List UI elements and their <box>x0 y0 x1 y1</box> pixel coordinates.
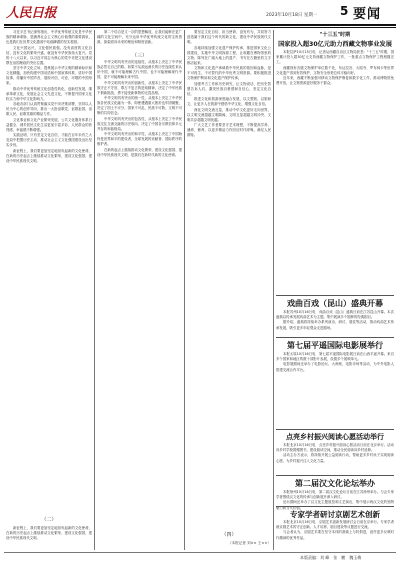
body-paragraph: 推动中华优秀传统文化创造性转化、创新性发展，继承革命文化，发展社会主义先进文化，不断提升国家文化软实力和中华文化影响力。 <box>6 86 92 101</box>
article-column-3 <box>187 30 271 530</box>
body-paragraph: 西藏现有各级文物保护单位数千处，布达拉宫、大昭寺、罗布林卡等世界文化遗产得到有效保护，文物安全形势总体平稳向好。 <box>276 65 394 75</box>
section-subhead: （四） <box>221 532 237 538</box>
section-subhead: （二） <box>41 517 57 523</box>
article-body <box>276 352 394 428</box>
section-subhead: （三） <box>131 53 147 59</box>
masthead-rule <box>4 24 396 26</box>
body-paragraph: 中华文明具有突出的包容性，从根本上决定了中华民族交往交流交融的历史取向，决定了中国各宗教信仰多元并存的和谐格局。 <box>97 116 182 131</box>
article-divider <box>276 506 394 507</box>
body-paragraph: 中华文明具有突出的统一性，从根本上决定了中华民族各民族文化融为一体、即使遭遇重大挫折也牢固凝聚，决定了国土不可分、国家不可乱、民族不可散、文明不可断的共同信念。 <box>97 96 182 116</box>
body-paragraph: 推进文化和旅游深度融合发展，以文塑旅、以旅彰文，让更多人在旅游中感悟中华文化、增强文化自信。 <box>187 97 271 107</box>
body-paragraph: 各地各部门认真贯彻落实党中央决策部署，坚持以人民为中心的创作导向，推出一大批讴歌党、讴歌祖国、讴歌人民、讴歌英雄的精品力作。 <box>6 102 92 117</box>
body-paragraph: 据介绍，盛典将持续举办系列演出、研讨、展览等活动，推动戏曲艺术传承发展，吸引更多年轻观众走进剧场。 <box>276 320 394 330</box>
body-paragraph: 本报北京10月16日电 京剧艺术创新发展研讨会日前在京举行。专家学者就京剧艺术的守正创新、人才培养、剧目建设等议题进行交流。 <box>276 520 394 530</box>
body-paragraph: 近年来，西藏不断加强可移动文物保护修复和数字化工作，推动博物馆免费开放，让文物资源更好服务于群众。 <box>276 76 394 86</box>
article-body <box>276 520 394 550</box>
body-paragraph: 电影展期间还举办了电影论坛、大师班、电影市场等活动，为中外电影人搭建交流合作平台。 <box>276 362 394 372</box>
body-paragraph: 习近平总书记深刻指出，中华优秀传统文化是中华民族的精神命脉，是涵养社会主义核心价值观的重要源泉，也是我们在世界文化激荡中站稳脚跟的坚实根基。 <box>6 30 92 45</box>
body-paragraph: 实践证明，只有坚定文化自信，才能在百年未有之大变局中把握历史主动，推动社会主义文化强国建设迈出坚实步伐。 <box>6 133 92 148</box>
article-headline: 第二届汉文化论坛举办 <box>295 479 375 488</box>
article-headline: 戏曲百戏（昆山）盛典开幕 <box>287 299 383 308</box>
body-paragraph: 本报太原10月16日电 第七届平遥国际电影展日前在山西平遥开幕。来自多个国家和地区的数十部影片参展，设置多个展映单元。 <box>276 352 394 362</box>
body-paragraph: 中华文明具有突出的创新性，从根本上决定了中华民族守正不守旧、尊古不复古的进取精神，决定了中华民族不惧新挑战、勇于接受新事物的无畏品格。 <box>97 80 182 95</box>
body-paragraph: 坚守中华文化立场，提炼展示中华文明的精神标识和文化精髓，加快构建中国话语和中国叙事体系，讲好中国故事、传播好中国声音，展现可信、可爱、可敬的中国形象。 <box>6 66 92 86</box>
body-paragraph: 活动主办方表示，将持续开展公益阅读行动，帮助更多乡村孩子实现阅读心愿，为乡村振兴注入文化力量。 <box>276 453 394 463</box>
article-divider <box>276 295 394 296</box>
footer-rule <box>4 552 396 553</box>
body-paragraph: 本报苏州10月16日电 戏曲百戏（昆山）盛典日前在江苏昆山开幕。本次盛典以传承发展戏曲艺术为主题，集中展演多个剧种的经典剧目。 <box>276 310 394 320</box>
article-divider <box>276 429 394 430</box>
article-column-1-cont <box>6 526 92 550</box>
column-divider <box>273 30 274 550</box>
article-kicker: "十三五"时期 <box>319 32 351 38</box>
article-divider <box>276 475 394 476</box>
column-divider <box>94 30 95 550</box>
masthead-rule-thin <box>4 27 396 28</box>
body-paragraph: 文物和文化遗产承载着中华民族的基因和血脉，是不可再生、不可替代的中华优秀文明资源。要积极推进文物保护利用和文化遗产保护传承。 <box>187 66 271 81</box>
body-paragraph: 第二个结合是又一次的思想解放，让我们能够在更广阔的文化空间中，充分运用中华优秀传统文化的宝贵资源，探索面向未来的理论和制度创新。 <box>97 30 182 45</box>
masthead <box>4 2 396 24</box>
article-body <box>276 443 394 474</box>
body-paragraph: 中华文明具有突出的和平性，从根本上决定了中国始终是世界和平的建设者、全球发展的贡献者、国际秩序的维护者。 <box>97 132 182 147</box>
article-column-2-top <box>97 30 182 50</box>
article-headline: 第七届平遥国际电影展举行 <box>287 341 383 350</box>
article-body <box>276 310 394 336</box>
body-paragraph: 要坚定文化自信、担当使命、奋发有为，共同努力创造属于我们这个时代的新文化，建设中华民族现代文明。 <box>187 30 271 45</box>
body-paragraph: 各地持续加强文化遗产保护传承，推进国家文化公园建设，实施中华文明探源工程，让收藏在博物馆里的文物、陈列在广阔大地上的遗产、书写在古籍里的文字都活起来。 <box>187 45 271 65</box>
article-headline: 国家投入超30亿元助力西藏文物事业发展 <box>278 41 392 48</box>
article-headline: 点亮乡村振兴阅读心愿活动举行 <box>286 433 384 441</box>
body-paragraph: 深化文明交流互鉴，推动中华文化更好走向世界，以文明交流超越文明隔阂、文明互鉴超越文明冲突、文明共存超越文明优越。 <box>187 107 271 122</box>
article-body <box>276 50 394 294</box>
body-paragraph: 新征程上，我们要更加坚定地担负起新的文化使命，在新的历史起点上继续推动文化繁荣、建设文化强国、建设中华民族现代文明。 <box>6 148 92 163</box>
article-body <box>276 490 394 510</box>
body-paragraph: 论坛期间还举办了汉文化主题展览和文艺演出，集中展示两汉文化的独特魅力和当代价值。 <box>276 500 394 510</box>
body-paragraph: 本报拉萨10月15日电 记者从西藏自治区文物局获悉："十三五"时期，国家累计投入超30亿元支持西藏文物保护工作，一批重点文物保护工程相继完工。 <box>276 50 394 65</box>
byline: （本报记者 刘×× 王××） <box>227 541 271 545</box>
editor-credit: 本版责编：刘 峰 张 鹏 魏玉梅 <box>300 555 362 560</box>
body-paragraph: 与会者认为，京剧艺术要在坚守本体的基础上与时俱进，创作更多反映时代精神的优秀作品。 <box>276 530 394 540</box>
article-divider <box>276 337 394 338</box>
body-paragraph: 中华文明具有突出的连续性，从根本上决定了中华民族必然走自己的路。如果不从源远流长的历史连续性来认识中国，就不可能理解古代中国，也不可能理解现代中国，更不可能理解未来中国。 <box>97 60 182 80</box>
article-headline: 专家学者研讨京剧艺术创新 <box>290 510 380 519</box>
body-paragraph: 文化事业和文化产业繁荣发展，公共文化服务体系日益健全，城乡居民文化生活更加丰富多彩，人民群众的获得感、幸福感不断增强。 <box>6 117 92 132</box>
newspaper-logo: 人民日报 <box>6 6 57 21</box>
body-paragraph: 广大文艺工作者要坚守艺术理想，不断提高学养、涵养、修养，以更多精品力作回应时代呼唤、满足人民期待。 <box>187 123 271 138</box>
body-paragraph: 文化兴国运兴，文化强民族强。没有高度的文化自信，没有文化的繁荣兴盛，就没有中华民族伟大复兴。党的十八大以来，以习近平同志为核心的党中央把文化建设摆在治国理政的突出位置。 <box>6 45 92 65</box>
page-number: 5 <box>340 4 349 18</box>
body-paragraph: 在新的起点上继续推动文化繁荣、建设文化强国、建设中华民族现代文明，是我们在新时代新的文化使命。 <box>97 147 182 157</box>
article-column-2 <box>97 60 182 550</box>
column-divider <box>184 30 185 550</box>
body-paragraph: 本报北京10月16日电 点亮乡村振兴阅读心愿活动日前在北京举行。活动向乡村学校捐赠图书，建设阅读空间，推动全民阅读向乡村延伸。 <box>276 443 394 453</box>
section-title: 要闻 <box>353 7 382 22</box>
issue-date: 2023年10月18日 星期一 <box>266 13 318 18</box>
article-column-1 <box>6 30 92 514</box>
body-paragraph: 加强考古工作和历史研究，让文物说话，把历史智慧告诉人们，激发民族自豪感和自信心，坚定文化自信。 <box>187 81 271 96</box>
body-paragraph: 本报徐州10月16日电 第二届汉文化论坛日前在江苏徐州举办。与会专家学者围绕汉文化的传承与创新展开深入研讨。 <box>276 490 394 500</box>
body-paragraph: 新征程上，我们要更加坚定地担负起新的文化使命，在新的历史起点上继续推动文化繁荣、建设文化强国、建设中华民族现代文明。 <box>6 526 92 541</box>
